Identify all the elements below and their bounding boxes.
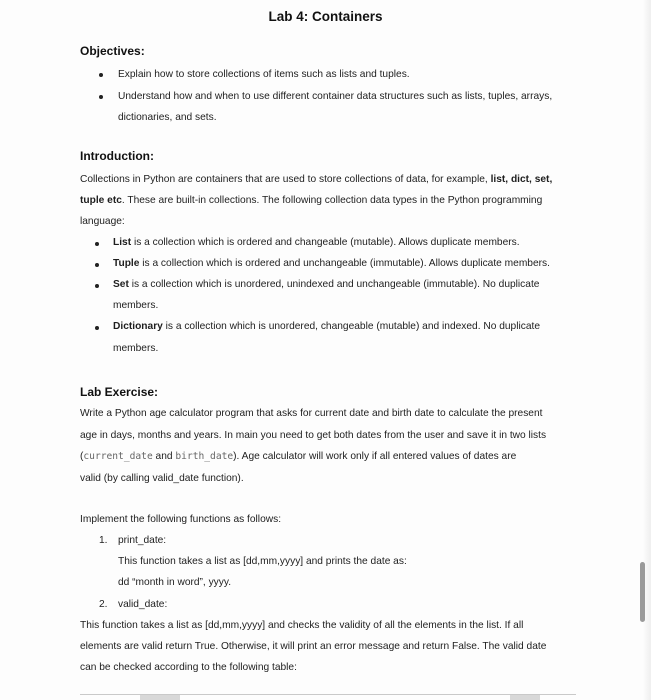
type-desc: is a collection which is ordered and changeable (mutable). Allows duplicate members. bbox=[131, 237, 520, 248]
exercise-text: ). Age calculator will work only if all entered values of dates are bbox=[233, 451, 517, 462]
type-list-item-continued: members. bbox=[113, 343, 159, 354]
type-name: Tuple bbox=[113, 258, 140, 269]
objective-item: Understand how and when to use different container data structures such as lists, tuples, arrays, bbox=[118, 91, 553, 102]
intro-line-2 bbox=[80, 194, 542, 208]
bullet-icon bbox=[99, 95, 103, 99]
function-desc: This function takes a list as [dd,mm,yyyy] and prints the date as: bbox=[118, 556, 407, 567]
bullet-icon bbox=[95, 242, 99, 246]
intro-line-3: language: bbox=[80, 216, 125, 227]
function-name: valid_date: bbox=[118, 599, 168, 610]
intro-bold-text: tuple etc bbox=[80, 195, 122, 206]
objectives-heading: Objectives: bbox=[80, 44, 145, 58]
type-name: List bbox=[113, 237, 132, 248]
type-list-item bbox=[113, 257, 550, 271]
type-list-item bbox=[113, 278, 539, 292]
exercise-line-1: Write a Python age calculator program that asks for current date and birth date to calculate the present bbox=[80, 408, 543, 419]
type-desc: is a collection which is ordered and unchangeable (immutable). Allows duplicate members. bbox=[139, 258, 550, 269]
function-number: 1. bbox=[99, 535, 108, 546]
bullet-icon bbox=[95, 326, 99, 330]
bullet-icon bbox=[99, 73, 103, 77]
type-list-item-continued: members. bbox=[113, 300, 159, 311]
introduction-heading: Introduction: bbox=[80, 149, 154, 163]
bullet-icon bbox=[95, 263, 99, 267]
exercise-text: and bbox=[152, 451, 176, 462]
type-desc: is a collection which is unordered, changeable (mutable) and indexed. No duplicate bbox=[162, 321, 540, 332]
code-current-date: current_date bbox=[83, 451, 153, 462]
cut-off-text bbox=[510, 695, 540, 700]
code-birth-date: birth_date bbox=[175, 451, 234, 462]
type-name: Dictionary bbox=[113, 321, 163, 332]
exercise-text: ( bbox=[80, 451, 84, 462]
exercise-heading: Lab Exercise: bbox=[80, 385, 159, 399]
scrollbar-thumb[interactable] bbox=[640, 562, 645, 622]
function-desc: can be checked according to the following table: bbox=[80, 662, 297, 673]
function-name: print_date: bbox=[118, 535, 167, 546]
objective-item-continued: dictionaries, and sets. bbox=[118, 112, 217, 123]
exercise-line-2: age in days, months and years. In main you need to get both dates from the user and save it in two lists bbox=[80, 430, 547, 441]
intro-line-1 bbox=[80, 173, 552, 187]
type-list-item bbox=[113, 320, 540, 334]
page-title: Lab 4: Containers bbox=[268, 9, 383, 24]
type-desc: is a collection which is unordered, unindexed and unchangeable (immutable). No duplicate bbox=[128, 279, 540, 290]
function-desc: elements are valid return True. Otherwise, it will print an error message and return False. The valid date bbox=[80, 641, 547, 652]
function-desc: This function takes a list as [dd,mm,yyyy] and checks the validity of all the elements in the list. If all bbox=[80, 620, 524, 631]
intro-text: Collections in Python are containers that are used to store collections of data, for example, bbox=[80, 174, 491, 185]
objective-item: Explain how to store collections of items such as lists and tuples. bbox=[118, 69, 410, 80]
cut-off-text bbox=[140, 695, 180, 700]
bullet-icon bbox=[95, 284, 99, 288]
function-number: 2. bbox=[99, 599, 108, 610]
function-desc: dd “month in word”, yyyy. bbox=[118, 577, 232, 588]
exercise-line-3 bbox=[80, 450, 516, 464]
intro-text: . These are built-in collections. The following collection data types in the Python programming bbox=[121, 195, 543, 206]
type-name: Set bbox=[113, 279, 129, 290]
implement-line: Implement the following functions as follows: bbox=[80, 514, 282, 525]
exercise-line-4: valid (by calling valid_date function). bbox=[80, 473, 244, 484]
intro-bold-text: list, dict, set, bbox=[490, 174, 553, 185]
type-list-item bbox=[113, 236, 520, 250]
